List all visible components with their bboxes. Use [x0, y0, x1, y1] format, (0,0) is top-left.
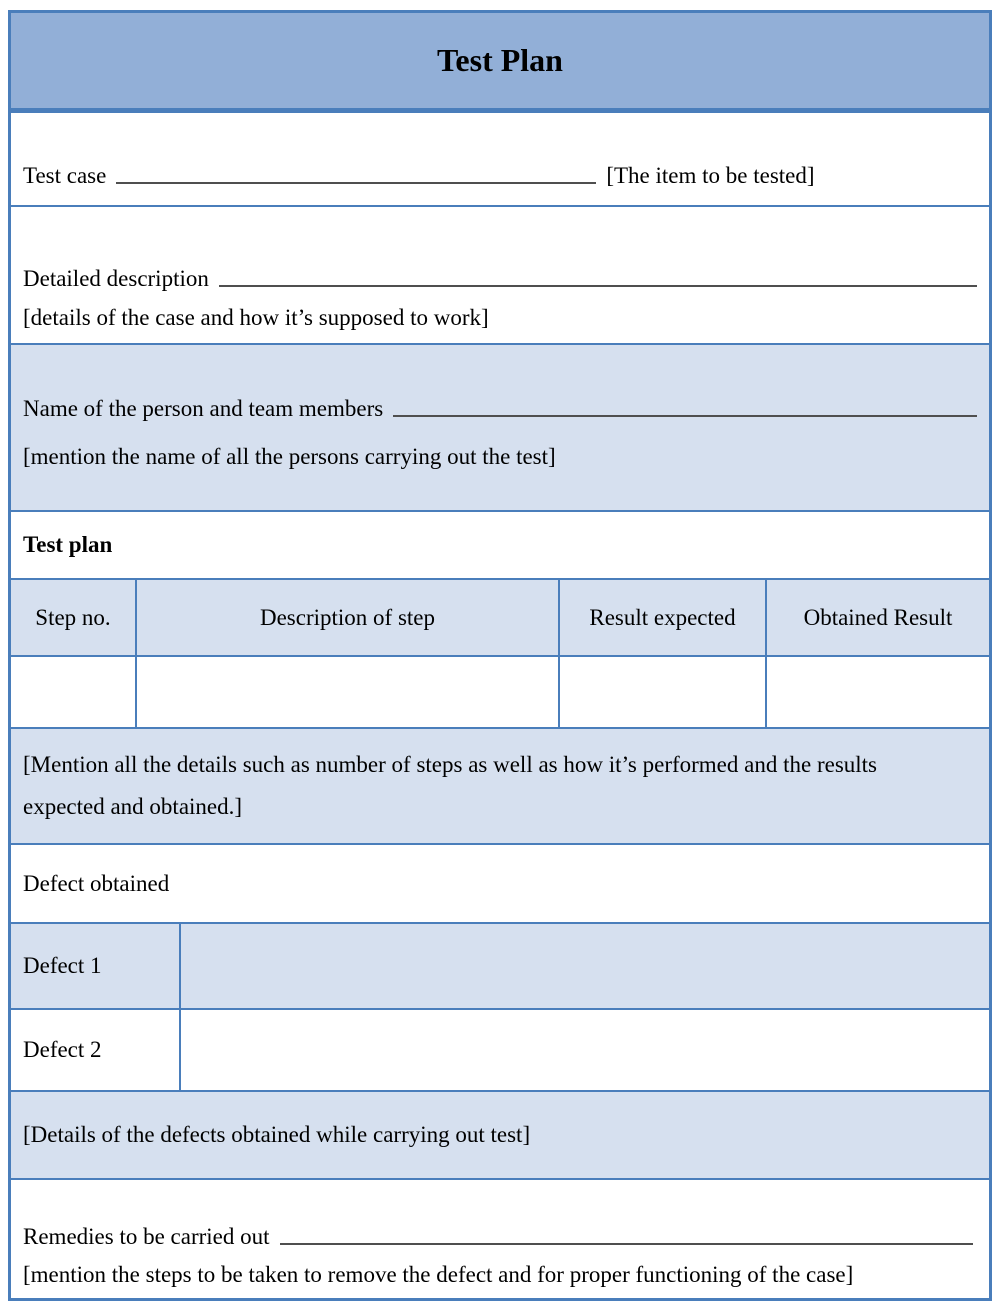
column-obtained-result: Obtained Result — [803, 604, 953, 630]
step-result-expected-cell[interactable] — [560, 657, 767, 727]
test-plan-heading: Test plan — [23, 532, 113, 557]
test-plan-heading-row — [11, 512, 989, 580]
defect-obtained-label: Defect obtained — [23, 870, 170, 896]
team-members-blank[interactable] — [393, 401, 977, 417]
test-case-row — [11, 113, 989, 207]
defect-obtained-row — [11, 845, 989, 924]
steps-table-header — [11, 580, 989, 657]
team-members-label: Name of the person and team members — [23, 395, 384, 421]
defect-2-label: Defect 2 — [11, 1010, 181, 1090]
column-result-expected: Result expected — [560, 580, 767, 655]
test-case-label: Test case — [23, 163, 107, 188]
test-case-blank[interactable] — [116, 168, 596, 184]
step-obtained-result-cell[interactable] — [767, 657, 989, 727]
remedies-hint: [mention the steps to be taken to remove the defect and for proper functioning of the case] — [23, 1262, 854, 1287]
steps-note: [Mention all the details such as number of steps as well as how it’s performed and the results expected and obtained.] — [23, 752, 877, 819]
defect-2-value-cell[interactable] — [181, 1010, 989, 1090]
detailed-description-label: Detailed description — [23, 266, 209, 291]
remedies-label: Remedies to be carried out — [23, 1224, 270, 1249]
detailed-description-row — [11, 207, 989, 345]
test-plan-form — [8, 10, 992, 1301]
steps-table-row — [11, 657, 989, 729]
defects-note: [Details of the defects obtained while carrying out test] — [23, 1122, 531, 1147]
step-description-cell[interactable] — [137, 657, 560, 727]
detailed-description-blank[interactable] — [219, 271, 977, 287]
defect-2-row — [11, 1010, 989, 1092]
test-case-hint: [The item to be tested] — [606, 163, 815, 188]
team-members-hint: [mention the name of all the persons carrying out the test] — [23, 443, 556, 469]
remedies-row — [11, 1180, 989, 1298]
steps-note-row — [11, 729, 989, 845]
page-title: Test Plan — [437, 42, 563, 78]
detailed-description-hint: [details of the case and how it’s supposed to work] — [23, 305, 489, 330]
defect-1-row — [11, 924, 989, 1010]
team-members-row — [11, 345, 989, 512]
column-description: Description of step — [137, 580, 560, 655]
column-step-no: Step no. — [11, 580, 137, 655]
remedies-blank[interactable] — [280, 1229, 973, 1245]
defect-1-label: Defect 1 — [11, 924, 181, 1008]
defects-note-row — [11, 1092, 989, 1180]
step-no-cell[interactable] — [11, 657, 137, 727]
form-header — [11, 13, 989, 113]
defect-1-value-cell[interactable] — [181, 924, 989, 1008]
